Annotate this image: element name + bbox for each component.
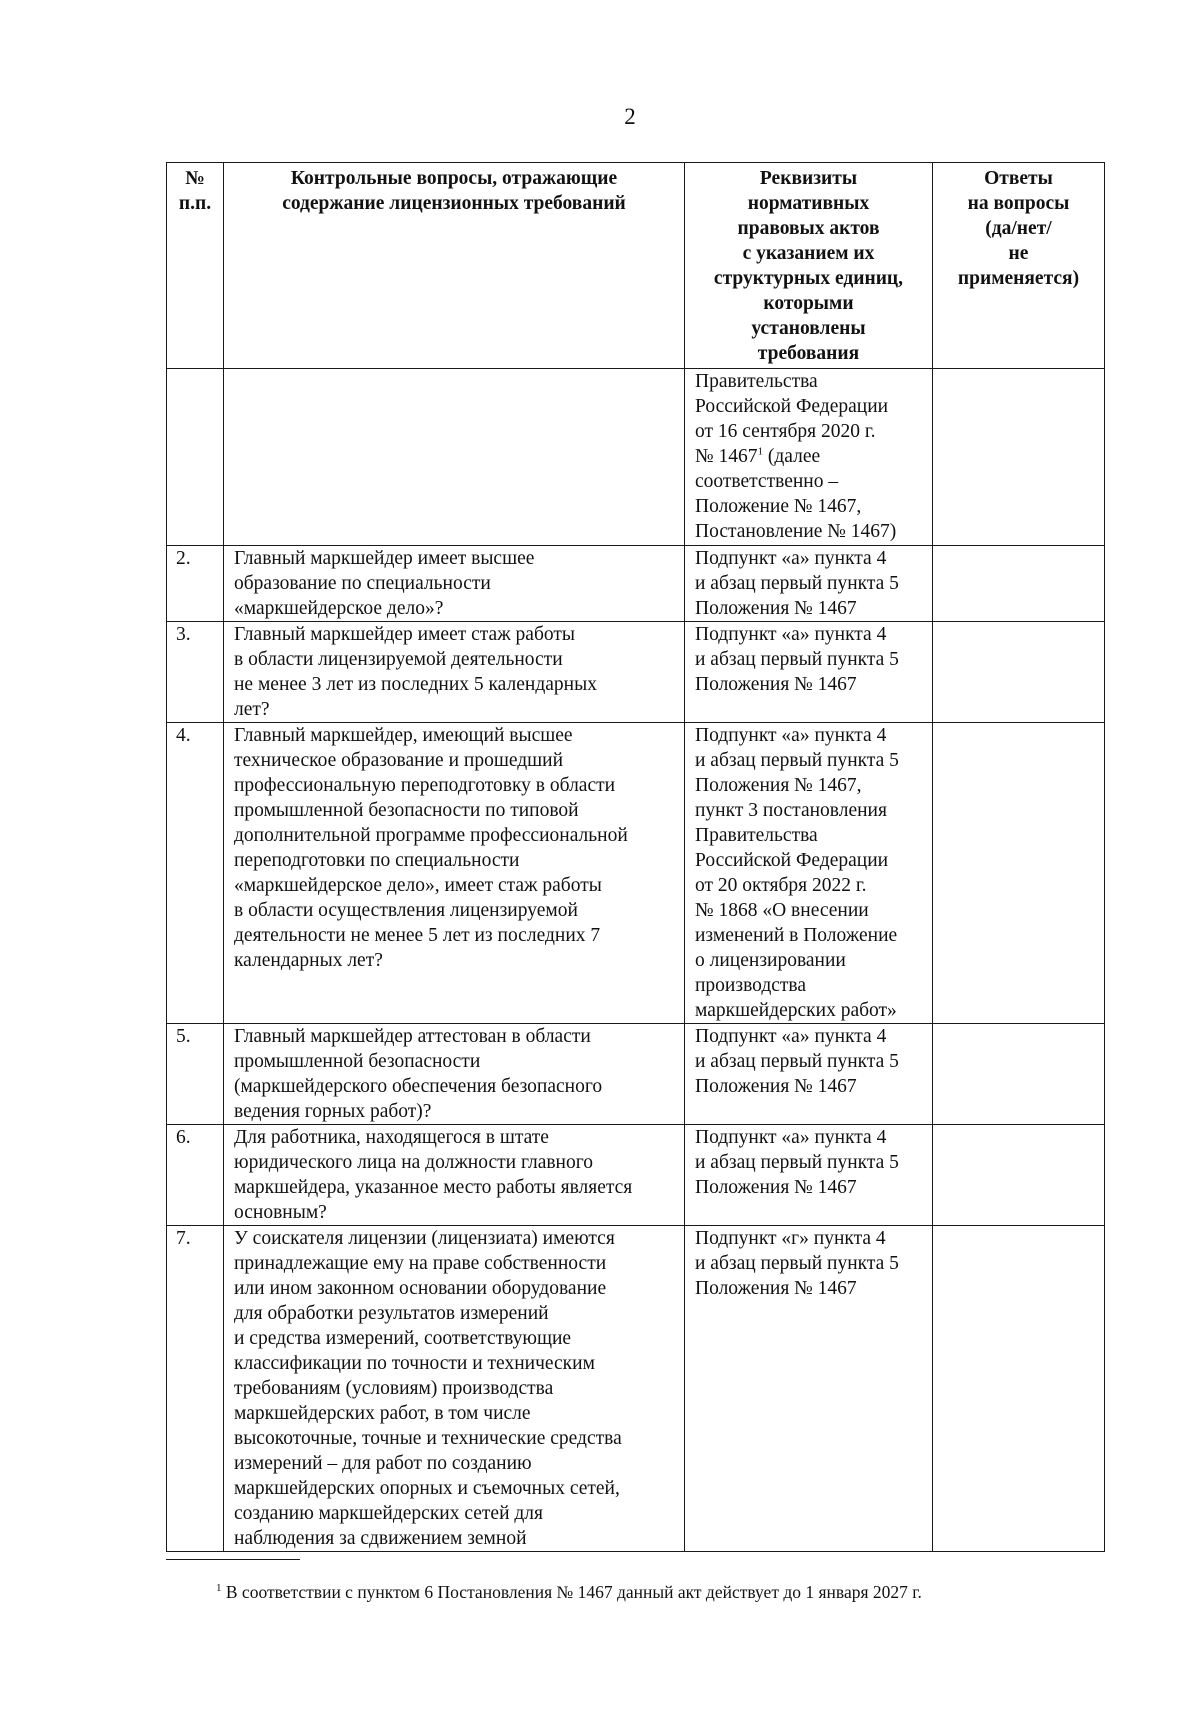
- table-row-continuation: [167, 369, 1105, 546]
- row-number: 7.: [167, 1226, 224, 1552]
- reference-cell: Подпункт «а» пункта 4 и абзац первый пункта 5 Положения № 1467: [685, 622, 933, 723]
- table-row: [167, 1125, 1105, 1226]
- table-row: [167, 622, 1105, 723]
- table-row: [167, 546, 1105, 622]
- footnote-text: В соответствии с пунктом 6 Постановления № 1467 данный акт действует до 1 января 2027 г.: [221, 1582, 922, 1602]
- reference-text: Правительства Российской Федерации от 16 сентября 2020 г. № 1467: [695, 371, 889, 467]
- question-cell: Главный маркшейдер имеет стаж работы в области лицензируемой деятельности не менее 3 лет из последних 5 календарных лет?: [224, 622, 685, 723]
- answer-cell[interactable]: [933, 546, 1105, 622]
- question-cell: Для работника, находящегося в штате юридического лица на должности главного маркшейдера, указанное место работы является основным?: [224, 1125, 685, 1226]
- footnote: [216, 1582, 922, 1603]
- reference-cell: Подпункт «а» пункта 4 и абзац первый пункта 5 Положения № 1467: [685, 1024, 933, 1125]
- license-checklist-table: [166, 162, 1105, 1552]
- continuation-number-cell: [167, 369, 224, 546]
- footnote-mark: 1: [216, 1582, 222, 1595]
- header-reference: Реквизиты нормативных правовых актов с указанием их структурных единиц, которыми установлены требования: [685, 163, 933, 369]
- header-question: Контрольные вопросы, отражающие содержание лицензионных требований: [224, 163, 685, 369]
- header-answer: Ответы на вопросы (да/нет/ не применяется): [933, 163, 1105, 369]
- answer-cell[interactable]: [933, 1125, 1105, 1226]
- reference-cell: Подпункт «а» пункта 4 и абзац первый пункта 5 Положения № 1467, пункт 3 постановления Правительства Российской Федерации от 20 октября 2022 г. № 1868 «О внесении изменений в Положение о лицензировании производства маркшейдерских работ»: [685, 723, 933, 1024]
- answer-cell[interactable]: [933, 622, 1105, 723]
- row-number: 5.: [167, 1024, 224, 1125]
- answer-cell[interactable]: [933, 1226, 1105, 1552]
- reference-cell: Подпункт «г» пункта 4 и абзац первый пункта 5 Положения № 1467: [685, 1226, 933, 1552]
- table-row: [167, 1024, 1105, 1125]
- table-row: [167, 723, 1105, 1024]
- question-cell: Главный маркшейдер, имеющий высшее техническое образование и прошедший профессиональную переподготовку в области промышленной безопасности по типовой дополнительной программе профессиональной переподготовки по специальности «маркшейдерское дело», имеет стаж работы в области осуществления лицензируемой деятельности не менее 5 лет из последних 7 календарных лет?: [224, 723, 685, 1024]
- reference-cell: Подпункт «а» пункта 4 и абзац первый пункта 5 Положения № 1467: [685, 1125, 933, 1226]
- header-number: № п.п.: [167, 163, 224, 369]
- reference-text: (далее соответственно – Положение № 1467, Постановление № 1467): [695, 446, 897, 542]
- question-cell: Главный маркшейдер аттестован в области промышленной безопасности (маркшейдерского обеспечения безопасного ведения горных работ)?: [224, 1024, 685, 1125]
- header-row: [167, 163, 1105, 369]
- continuation-reference-cell: [685, 369, 933, 546]
- answer-cell[interactable]: [933, 1024, 1105, 1125]
- page-number: 2: [624, 104, 636, 129]
- table-row: [167, 1226, 1105, 1552]
- question-cell: Главный маркшейдер имеет высшее образование по специальности «маркшейдерское дело»?: [224, 546, 685, 622]
- answer-cell[interactable]: [933, 369, 1105, 546]
- answer-cell[interactable]: [933, 723, 1105, 1024]
- reference-cell: Подпункт «а» пункта 4 и абзац первый пункта 5 Положения № 1467: [685, 546, 933, 622]
- continuation-question-cell: [224, 369, 685, 546]
- question-cell: У соискателя лицензии (лицензиата) имеются принадлежащие ему на праве собственности или ином законном основании оборудование для обработки результатов измерений и средства измерений, соответствующие классификации по точности и техническим требованиям (условиям) производства маркшейдерских работ, в том числе высокоточные, точные и технические средства измерений – для работ по созданию маркшейдерских опорных и съемочных сетей, созданию маркшейдерских сетей для наблюдения за сдвижением земной: [224, 1226, 685, 1552]
- row-number: 6.: [167, 1125, 224, 1226]
- row-number: 3.: [167, 622, 224, 723]
- footnote-separator: [166, 1559, 300, 1560]
- footnote-mark: 1: [757, 445, 763, 458]
- row-number: 4.: [167, 723, 224, 1024]
- row-number: 2.: [167, 546, 224, 622]
